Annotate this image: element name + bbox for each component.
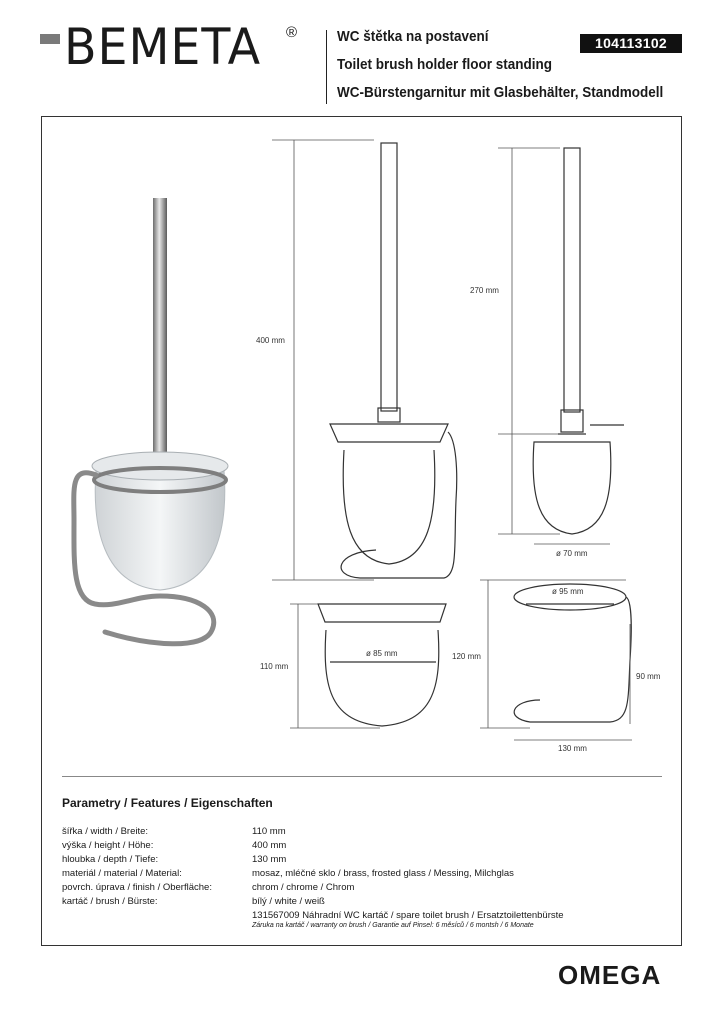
- title-czech: WC štětka na postavení: [337, 28, 489, 45]
- brush-handle: [153, 198, 167, 488]
- feature-label: výška / height / Höhe:: [62, 840, 154, 851]
- feature-value: 400 mm: [252, 840, 287, 851]
- feature-value: 131567009 Náhradní WC kartáč / spare toilet brush / Ersatztoilettenbürste: [252, 910, 564, 921]
- feature-label: šířka / width / Breite:: [62, 826, 149, 837]
- feature-label: povrch. úprava / finish / Oberfläche:: [62, 882, 212, 893]
- dim-brush-length: 270 mm: [470, 286, 499, 295]
- feature-label: kartáč / brush / Bürste:: [62, 896, 158, 907]
- section-separator: [62, 776, 662, 777]
- dim-stand-ring: ø 95 mm: [552, 587, 584, 596]
- feature-value: bílý / white / weiß: [252, 896, 325, 907]
- feature-value: 130 mm: [252, 854, 287, 865]
- feature-value: mosaz, mléčné sklo / brass, frosted glass / Messing, Milchglas: [252, 868, 514, 879]
- feature-value: 110 mm: [252, 826, 286, 837]
- warranty-note: Záruka na kartáč / warranty on brush / Garantie auf Pinsel: 6 měsíců / 6 montsh / 6 Monate: [252, 922, 534, 929]
- dim-stand-inner-height: 90 mm: [636, 672, 661, 681]
- feature-value: chrom / chrome / Chrom: [252, 882, 355, 893]
- registered-mark: ®: [286, 24, 298, 41]
- dim-glass-height: 110 mm: [260, 662, 289, 671]
- feature-label: hloubka / depth / Tiefe:: [62, 854, 159, 865]
- dim-stand-height: 120 mm: [452, 652, 481, 661]
- features-heading: Parametry / Features / Eigenschaften: [62, 796, 273, 810]
- product-code: 104113102: [580, 34, 682, 53]
- stand-view: [514, 584, 631, 722]
- front-view: [330, 143, 457, 578]
- dim-bowl-diameter: ø 70 mm: [556, 549, 588, 558]
- series-name: OMEGA: [558, 960, 662, 990]
- dim-glass-diameter: ø 85 mm: [366, 649, 398, 658]
- title-german: WC-Bürstengarnitur mit Glasbehälter, Standmodell: [337, 84, 664, 101]
- side-view: [533, 148, 624, 534]
- dim-total-height: 400 mm: [256, 336, 285, 345]
- feature-label: materiál / material / Material:: [62, 868, 182, 879]
- glass-view: [318, 604, 446, 726]
- product-photo: [74, 198, 228, 644]
- dim-stand-depth: 130 mm: [558, 744, 587, 753]
- brand-logo: BEMETA: [64, 18, 262, 76]
- title-english: Toilet brush holder floor standing: [337, 56, 553, 73]
